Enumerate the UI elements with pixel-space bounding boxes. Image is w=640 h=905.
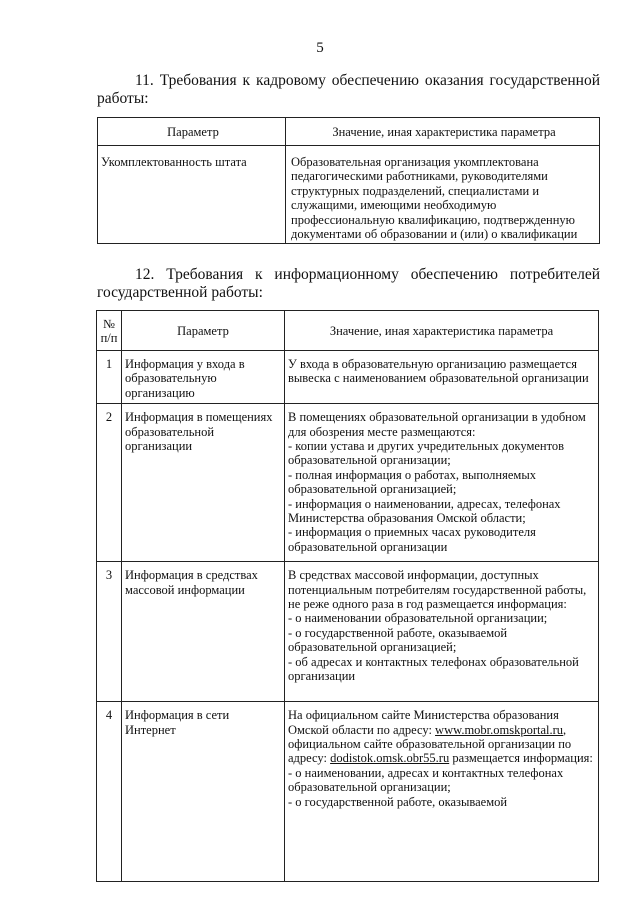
value-line: В средствах массовой информации, доступных потенциальным потребителям государственной работы, не реже одного раза в год размещается информация: (288, 568, 587, 612)
table-row (98, 146, 600, 244)
row-number-cell: 1 (97, 351, 122, 404)
column-header-parameter: Параметр (98, 118, 286, 146)
value-line: - о государственной работе, оказываемой образовательной организацией; (288, 625, 508, 655)
organization-website-link[interactable]: dodistok.omsk.obr55.ru (330, 751, 450, 766)
parameter-cell: Информация в сети Интернет (122, 702, 285, 882)
value-line: - полная информация о работах, выполняемых образовательной организацией; (288, 467, 536, 497)
value-line: У входа в образовательную организацию размещается вывеска с наименованием образовательной организации (288, 357, 589, 386)
column-header-value: Значение, иная характеристика параметра (285, 311, 599, 351)
table-row (97, 562, 599, 702)
value-cell (285, 404, 599, 562)
value-line: - о наименовании, адресах и контактных телефонах образовательной организации; (288, 765, 564, 795)
row-number-cell: 4 (97, 702, 122, 882)
section-11-heading-line1: 11. Требования к кадровому обеспечению оказания государственной (135, 72, 600, 89)
table-row (97, 404, 599, 562)
parameter-cell: Информация в средствах массовой информации (122, 562, 285, 702)
section-11-heading (97, 72, 600, 108)
value-line: В помещениях образовательной организации в удобном для обозрения месте размещаются: (288, 410, 586, 439)
page-number: 5 (316, 40, 324, 56)
row-number-cell: 3 (97, 562, 122, 702)
section-11-heading-line2: работы: (97, 90, 149, 107)
value-text: размещается информация: (449, 751, 593, 766)
parameter-cell: Информация у входа в образовательную организацию (122, 351, 285, 404)
value-text: , официальном сайте образовательной организации по адресу: (288, 722, 572, 766)
table-header-row (98, 118, 600, 146)
table-row (97, 702, 599, 882)
value-line: - информация о наименовании, адресах, телефонах Министерства образования Омской области; (288, 496, 561, 526)
column-header-value: Значение, иная характеристика параметра (286, 118, 600, 146)
ministry-website-link[interactable]: www.mobr.omskportal.ru (435, 722, 564, 737)
value-cell (285, 562, 599, 702)
table-header-row (97, 311, 599, 351)
row-number-cell: 2 (97, 404, 122, 562)
value-text: На официальном сайте Министерства образования Омской области по адресу: (288, 708, 559, 737)
parameter-cell: Информация в помещениях образовательной организации (122, 404, 285, 562)
information-requirements-table (96, 310, 599, 882)
staffing-requirements-table (97, 117, 600, 244)
section-12-heading (97, 266, 600, 302)
value-line: - копии устава и других учредительных документов образовательной организации; (288, 439, 565, 468)
value-cell (285, 702, 599, 882)
value-cell (285, 351, 599, 404)
value-cell: Образовательная организация укомплектована педагогическими работниками, руководителями структурных подразделений, специалистами и служащими, имеющими необходимую профессиональную квалификацию, подтвержденную документами об образовании и (или) о квалификации (286, 146, 600, 244)
parameter-cell: Укомплектованность штата (98, 146, 286, 244)
value-line: - о государственной работе, оказываемой (288, 794, 508, 809)
section-12-heading-line2: государственной работы: (97, 284, 263, 301)
column-header-parameter: Параметр (122, 311, 285, 351)
value-line: - о наименовании образовательной организации; (288, 611, 548, 626)
value-paragraph (288, 708, 595, 766)
column-header-number: № п/п (97, 311, 122, 351)
value-line: - информация о приемных часах руководителя образовательной организации (288, 525, 536, 554)
table-row (97, 351, 599, 404)
value-line: - об адресах и контактных телефонах образовательной организации (288, 654, 579, 684)
section-12-heading-line1: 12. Требования к информационному обеспечению потребителей (135, 266, 600, 283)
